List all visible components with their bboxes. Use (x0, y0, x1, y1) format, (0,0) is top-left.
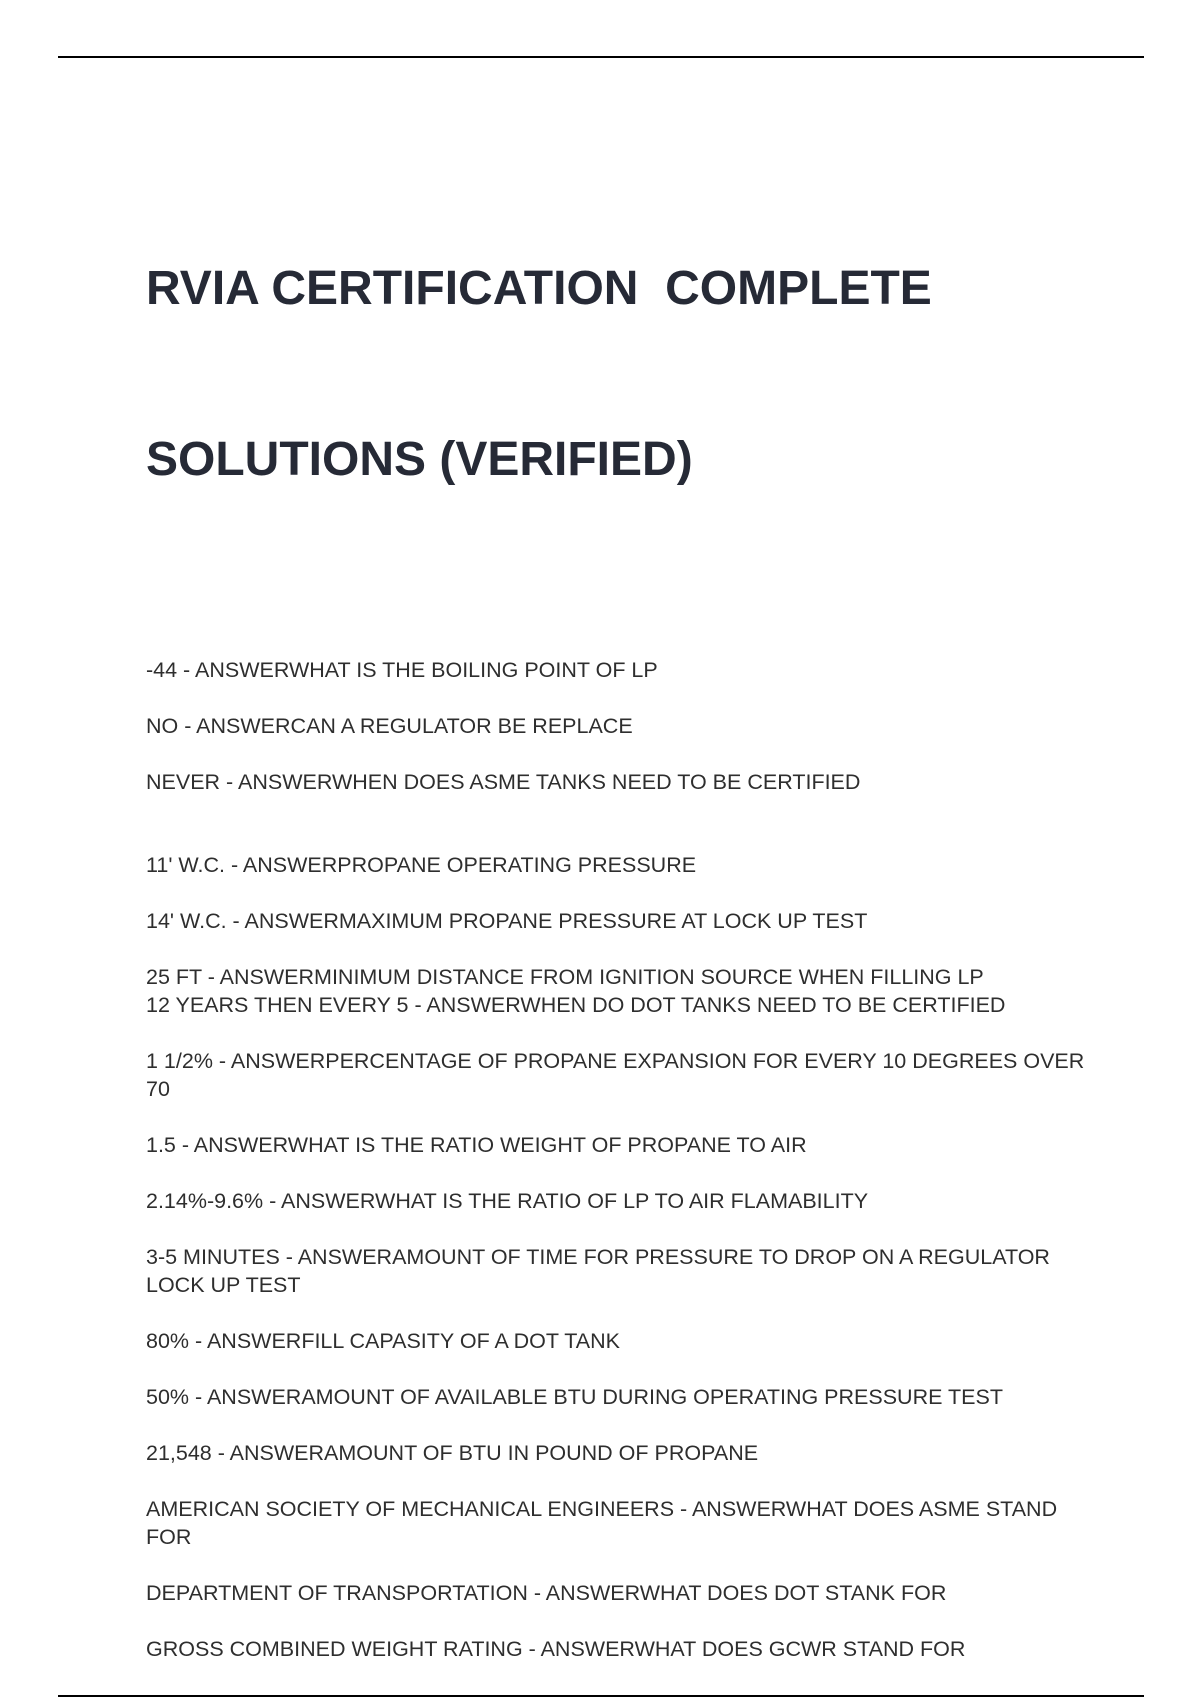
qa-entry: 1.5 - ANSWERWHAT IS THE RATIO WEIGHT OF PROPANE TO AIR (146, 1133, 807, 1157)
qa-entry: 11' W.C. - ANSWERPROPANE OPERATING PRESSURE (146, 853, 697, 877)
qa-entry: 1 1/2% - ANSWERPERCENTAGE OF PROPANE EXPANSION FOR EVERY 10 DEGREES OVER 70 (146, 1049, 1091, 1101)
qa-entry: NO - ANSWERCAN A REGULATOR BE REPLACE (146, 714, 633, 738)
title-line-1: RVIA CERTIFICATION COMPLETE (146, 262, 932, 315)
title-line-2: SOLUTIONS (VERIFIED) (146, 433, 693, 486)
qa-entry: 12 YEARS THEN EVERY 5 - ANSWERWHEN DO DOT TANKS NEED TO BE CERTIFIED (146, 993, 1006, 1017)
qa-entry: AMERICAN SOCIETY OF MECHANICAL ENGINEERS - ANSWERWHAT DOES ASME STAND FOR (146, 1497, 1064, 1549)
qa-entry: 80% - ANSWERFILL CAPASITY OF A DOT TANK (146, 1329, 620, 1353)
qa-entry: 25 FT - ANSWERMINIMUM DISTANCE FROM IGNITION SOURCE WHEN FILLING LP (146, 965, 984, 989)
qa-entry: -44 - ANSWERWHAT IS THE BOILING POINT OF LP (146, 658, 658, 682)
qa-entry: DEPARTMENT OF TRANSPORTATION - ANSWERWHAT DOES DOT STANK FOR (146, 1581, 947, 1605)
top-rule (58, 56, 1144, 58)
qa-entry: 14' W.C. - ANSWERMAXIMUM PROPANE PRESSURE AT LOCK UP TEST (146, 909, 868, 933)
page-title (146, 146, 1086, 602)
qa-entry: 50% - ANSWERAMOUNT OF AVAILABLE BTU DURING OPERATING PRESSURE TEST (146, 1385, 1003, 1409)
qa-entry: 2.14%-9.6% - ANSWERWHAT IS THE RATIO OF LP TO AIR FLAMABILITY (146, 1189, 869, 1213)
qa-entry: 21,548 - ANSWERAMOUNT OF BTU IN POUND OF PROPANE (146, 1441, 759, 1465)
qa-entry: 3-5 MINUTES - ANSWERAMOUNT OF TIME FOR PRESSURE TO DROP ON A REGULATOR LOCK UP TEST (146, 1245, 1056, 1297)
document-body (146, 146, 1091, 1663)
qa-entry: GROSS COMBINED WEIGHT RATING - ANSWERWHAT DOES GCWR STAND FOR (146, 1637, 966, 1661)
qa-entry: NEVER - ANSWERWHEN DOES ASME TANKS NEED TO BE CERTIFIED (146, 770, 861, 794)
bottom-rule (58, 1695, 1144, 1697)
